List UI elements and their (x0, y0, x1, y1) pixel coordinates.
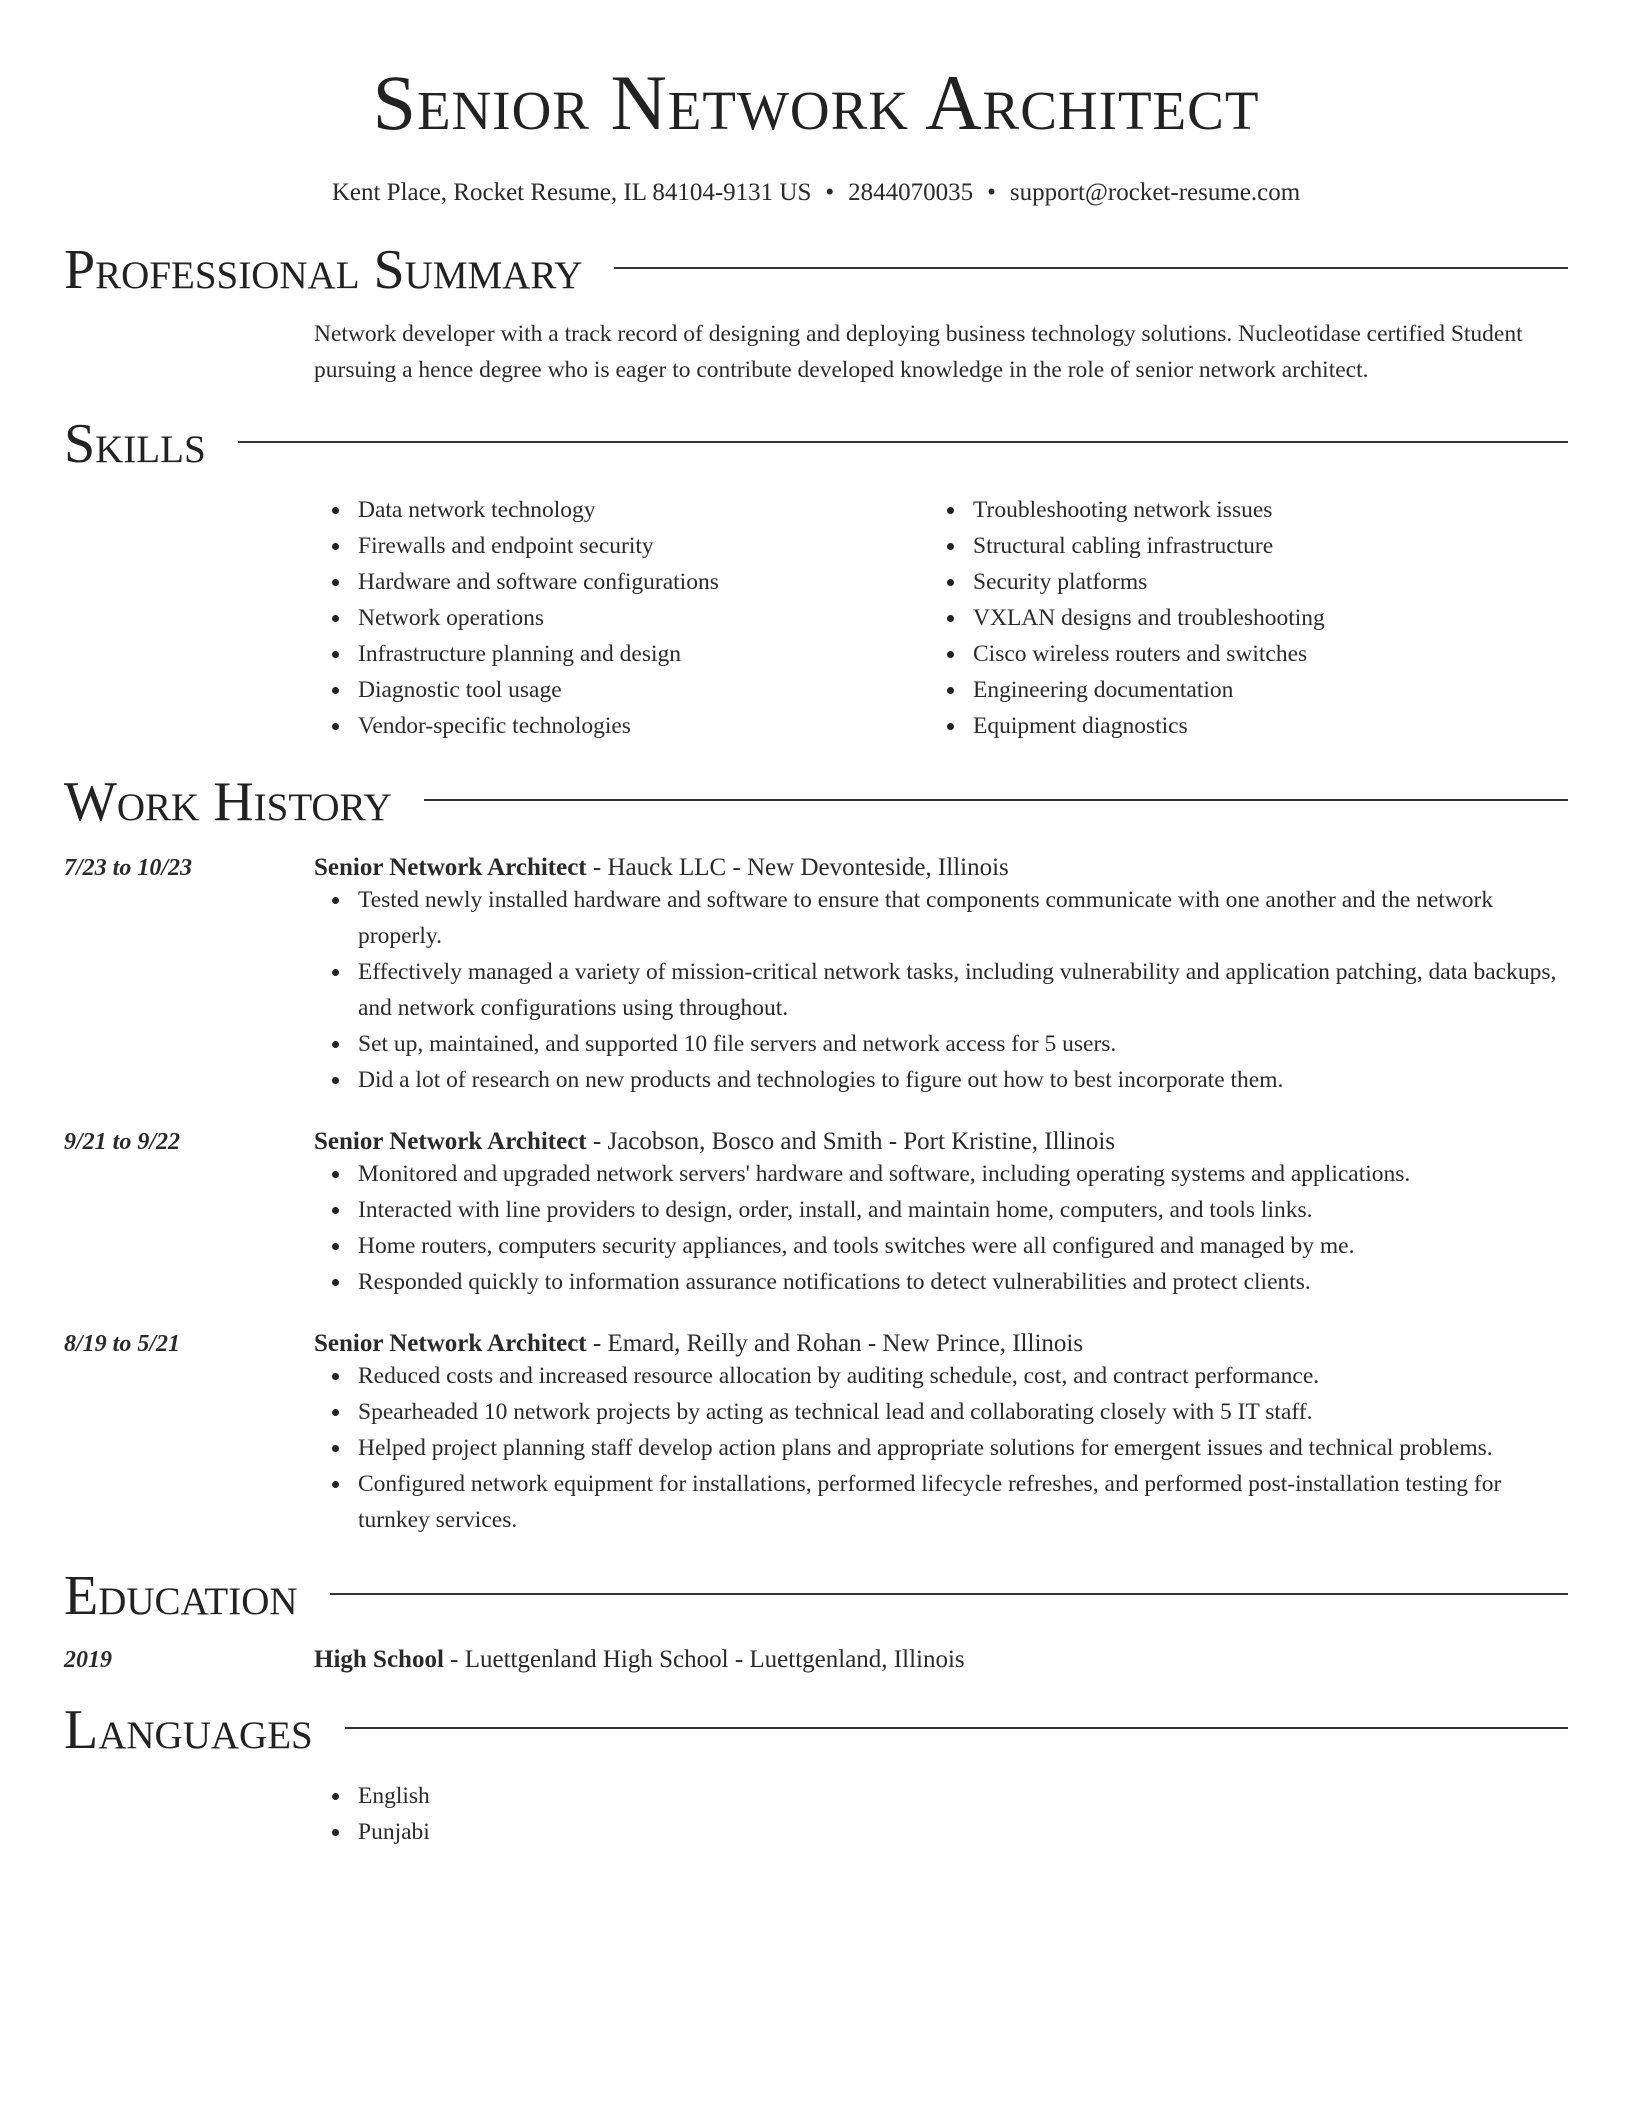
job-bullet: Effectively managed a variety of mission-critical network tasks, including vulnerability and application patching, data backups, and network configurations using throughout. (358, 954, 1568, 1026)
skills-heading: Skills (64, 413, 206, 475)
resume-title: Senior Network Architect (372, 59, 1260, 146)
skill-item: Cisco wireless routers and switches (973, 636, 1544, 672)
job-header-row (64, 854, 1568, 882)
contact-phone: 2844070035 (848, 179, 974, 206)
job-employer: - Jacobson, Bosco and Smith - Port Kristine, Illinois (586, 1128, 1116, 1155)
skill-item: Diagnostic tool usage (358, 672, 929, 708)
job-bullet: Did a lot of research on new products and technologies to figure out how to best incorporate them. (358, 1062, 1568, 1098)
summary-heading: Professional Summary (64, 239, 583, 301)
section-divider (238, 441, 1568, 443)
job-dates: 9/21 to 9/22 (64, 1129, 181, 1155)
skill-item: Hardware and software configurations (358, 564, 929, 600)
skill-item: Firewalls and endpoint security (358, 528, 929, 564)
contact-separator: • (825, 179, 835, 206)
work-heading: Work History (64, 771, 392, 833)
language-item: English (358, 1778, 1568, 1814)
skill-item: Equipment diagnostics (973, 708, 1544, 744)
job-bullet: Spearheaded 10 network projects by acting as technical lead and collaborating closely with 5 IT staff. (358, 1394, 1568, 1430)
job-entry (64, 854, 1568, 1098)
skills-column-left (314, 492, 929, 744)
job-role: Senior Network Architect (314, 1330, 587, 1357)
job-bullet: Reduced costs and increased resource allocation by auditing schedule, cost, and contract performance. (358, 1358, 1568, 1394)
skill-item: Data network technology (358, 492, 929, 528)
job-bullet: Home routers, computers security appliances, and tools switches were all configured and managed by me. (358, 1228, 1568, 1264)
education-degree: High School (314, 1646, 444, 1673)
job-bullet: Interacted with line providers to design, order, install, and maintain home, computers, and tools links. (358, 1192, 1568, 1228)
job-title-line (314, 854, 1009, 882)
job-employer: - Emard, Reilly and Rohan - New Prince, Illinois (586, 1330, 1084, 1357)
skill-item: VXLAN designs and troubleshooting (973, 600, 1544, 636)
job-title-line (314, 1128, 1115, 1156)
job-bullet: Configured network equipment for installations, performed lifecycle refreshes, and performed post-installation testing for turnkey services. (358, 1466, 1568, 1538)
contact-email: support@rocket-resume.com (1009, 179, 1301, 206)
job-bullet: Tested newly installed hardware and software to ensure that components communicate with one another and the network properly. (358, 882, 1568, 954)
section-divider (330, 1593, 1568, 1595)
section-divider (614, 267, 1568, 269)
skills-column-right (929, 492, 1544, 744)
job-header-row (64, 1330, 1568, 1358)
job-role: Senior Network Architect (314, 1128, 587, 1155)
job-bullet: Monitored and upgraded network servers' hardware and software, including operating systems and applications. (358, 1156, 1568, 1192)
education-section-header (64, 1564, 1568, 1628)
skills-grid (64, 492, 1568, 744)
job-bullet-list (64, 1156, 1568, 1300)
job-role: Senior Network Architect (314, 854, 587, 881)
job-bullet: Helped project planning staff develop action plans and appropriate solutions for emergent issues and technical problems. (358, 1430, 1568, 1466)
job-employer: - Hauck LLC - New Devonteside, Illinois (586, 854, 1009, 881)
job-entry (64, 1330, 1568, 1538)
language-item: Punjabi (358, 1814, 1568, 1850)
skill-item: Infrastructure planning and design (358, 636, 929, 672)
summary-section-header (64, 238, 1568, 302)
job-bullet-list (64, 882, 1568, 1098)
skill-item: Structural cabling infrastructure (973, 528, 1544, 564)
job-bullet: Set up, maintained, and supported 10 file servers and network access for 5 users. (358, 1026, 1568, 1062)
section-divider (424, 799, 1568, 801)
job-dates: 8/19 to 5/21 (64, 1331, 181, 1357)
job-title-line (314, 1330, 1083, 1358)
education-heading: Education (64, 1565, 298, 1627)
job-header-row (64, 1128, 1568, 1156)
education-entry (64, 1646, 1568, 1674)
section-divider (345, 1727, 1568, 1729)
skill-item: Network operations (358, 600, 929, 636)
skills-section-header (64, 412, 1568, 476)
contact-line (64, 178, 1568, 208)
summary-text: Network developer with a track record of designing and deploying business technology solutions. Nucleotidase certified Student pursuing a hence degree who is eager to contribute developed knowledge in the role of senior network architect. (314, 321, 1523, 383)
education-school: - Luettgenland High School - Luettgenland, Illinois (443, 1646, 965, 1673)
job-bullet: Responded quickly to information assurance notifications to detect vulnerabilities and protect clients. (358, 1264, 1568, 1300)
skill-item: Security platforms (973, 564, 1544, 600)
education-year: 2019 (64, 1647, 112, 1673)
job-entry (64, 1128, 1568, 1300)
languages-heading: Languages (64, 1699, 313, 1761)
work-section-header (64, 770, 1568, 834)
education-line (314, 1646, 965, 1674)
job-dates: 7/23 to 10/23 (64, 855, 193, 881)
skill-item: Vendor-specific technologies (358, 708, 929, 744)
job-bullet-list (64, 1358, 1568, 1538)
contact-address: Kent Place, Rocket Resume, IL 84104-9131 US (331, 179, 812, 206)
languages-list (64, 1778, 1568, 1850)
languages-section-header (64, 1698, 1568, 1762)
skill-item: Engineering documentation (973, 672, 1544, 708)
skill-item: Troubleshooting network issues (973, 492, 1544, 528)
contact-separator: • (987, 179, 996, 206)
